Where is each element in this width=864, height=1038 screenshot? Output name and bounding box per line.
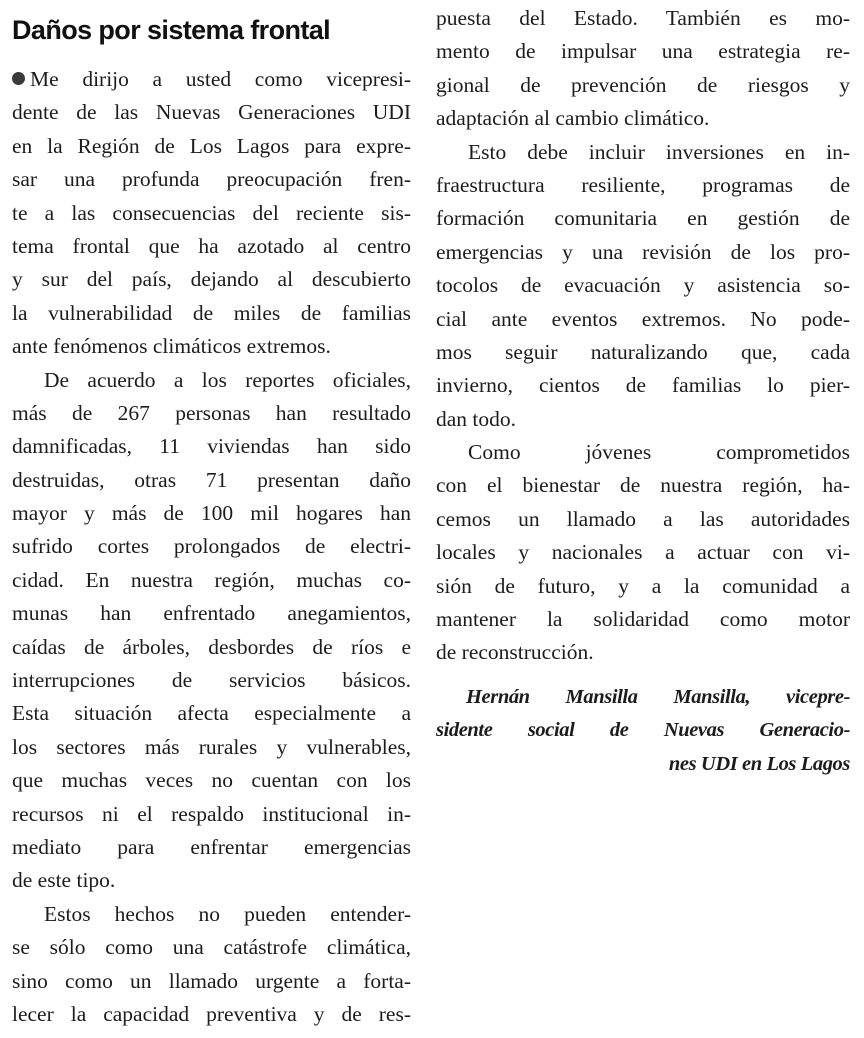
text-line: gional de prevención de riesgos y (436, 72, 850, 97)
text-line: sar una profunda preocupación fren- (12, 167, 411, 192)
text-line: mediato para enfrentar emergencias (12, 834, 411, 859)
text-line: más de 267 personas han resultado (12, 400, 411, 425)
text-line: mayor y más de 100 mil hogares han (12, 501, 411, 526)
text-line: locales y nacionales a actuar con vi- (436, 540, 850, 565)
text-line: interrupciones de servicios básicos. (12, 668, 411, 693)
text-line: sino como un llamado urgente a forta- (12, 968, 411, 993)
text-line: dente de las Nuevas Generaciones UDI (12, 100, 411, 125)
text-line: los sectores más rurales y vulnerables, (12, 734, 411, 759)
text-line: y sur del país, dejando al descubierto (12, 267, 411, 292)
right-column (436, 2, 850, 781)
text-line: que muchas veces no cuentan con los (12, 768, 411, 793)
text-line: invierno, cientos de familias lo pier- (436, 373, 850, 398)
text-line: destruidas, otras 71 presentan daño (12, 467, 411, 492)
text-line: dan todo. (436, 406, 517, 431)
text-line: cemos un llamado a las autoridades (436, 506, 850, 531)
text-line: mos seguir naturalizando que, cada (436, 339, 850, 364)
text-line: fraestructura resiliente, programas de (436, 172, 850, 197)
text-line: formación comunitaria en gestión de (436, 206, 850, 231)
text-line: tema frontal que ha azotado al centro (12, 233, 411, 258)
text-line: cial ante eventos extremos. No pode- (436, 306, 850, 331)
text-line: lecer la capacidad preventiva y de res- (12, 1001, 411, 1026)
text-line: de este tipo. (12, 868, 116, 893)
text-line: emergencias y una revisión de los pro- (436, 239, 850, 264)
text-line: munas han enfrentado anegamientos, (12, 601, 411, 626)
left-column (12, 63, 411, 1031)
text-line: sión de futuro, y a la comunidad a (436, 573, 850, 598)
article-title: Daños por sistema frontal (12, 15, 331, 45)
text-line: mantener la solidaridad como motor (436, 607, 850, 632)
author-signature (436, 681, 850, 781)
text-line: tocolos de evacuación y asistencia so- (436, 273, 850, 298)
bullet-icon (12, 72, 25, 85)
text-line: recursos ni el respaldo institucional in- (12, 801, 411, 826)
signature-line: sidente social de Nuevas Generacio- (436, 719, 850, 742)
text-line: cidad. En nuestra región, muchas co- (12, 567, 411, 592)
signature-line: Hernán Mansilla Mansilla, vicepre- (466, 685, 850, 708)
text-line: con el bienestar de nuestra región, ha- (436, 473, 850, 498)
text-line: ante fenómenos climáticos extremos. (12, 334, 331, 359)
text-line: se sólo como una catástrofe climática, (12, 935, 411, 960)
signature-line: nes UDI en Los Lagos (668, 752, 850, 775)
text-line: la vulnerabilidad de miles de familias (12, 300, 411, 325)
text-line: de reconstrucción. (436, 640, 594, 665)
text-line: Estos hechos no pueden entender- (44, 901, 411, 926)
text-line: De acuerdo a los reportes oficiales, (44, 367, 411, 392)
text-line: caídas de árboles, desbordes de ríos e (12, 634, 411, 659)
text-line: mento de impulsar una estrategia re- (436, 39, 850, 64)
text-line: en la Región de Los Lagos para expre- (12, 133, 411, 158)
text-line: sufrido cortes prolongados de electri- (12, 534, 411, 559)
text-line: puesta del Estado. También es mo- (436, 6, 850, 30)
text-line: adaptación al cambio climático. (436, 106, 710, 131)
text-line: damnificadas, 11 viviendas han sido (12, 434, 411, 459)
text-line: Me dirijo a usted como vicepresi- (12, 63, 411, 96)
text-line: Como jóvenes comprometidos (468, 440, 850, 465)
text-line: Esta situación afecta especialmente a (12, 701, 411, 726)
text-line: te a las consecuencias del reciente sis- (12, 200, 411, 225)
text-line: Esto debe incluir inversiones en in- (468, 139, 850, 164)
